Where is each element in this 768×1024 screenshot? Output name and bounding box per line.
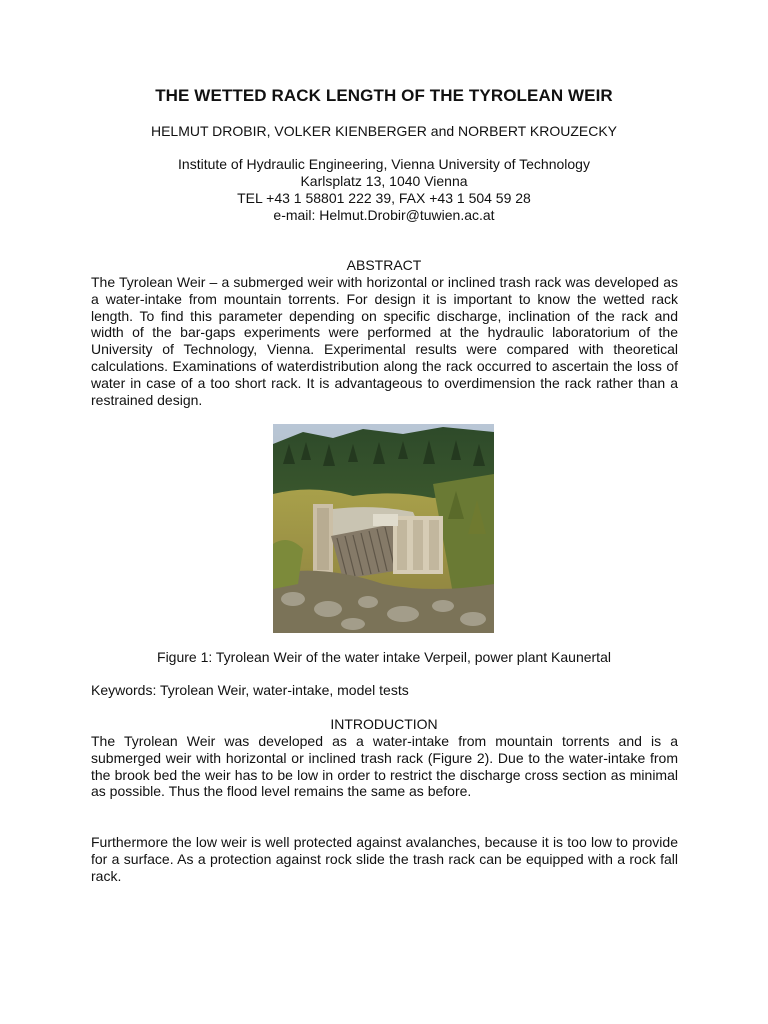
weir-photo [273, 424, 494, 633]
introduction-heading: INTRODUCTION [330, 716, 438, 732]
affiliation-email: e-mail: Helmut.Drobir@tuwien.ac.at [273, 207, 495, 223]
author-list: HELMUT DROBIR, VOLKER KIENBERGER and NORBERT KROUZECKY [150, 123, 617, 139]
abstract-text: The Tyrolean Weir – a submerged weir with horizontal or inclined trash rack was developed as a water-intake from mountain torrents. For design it is important to know the wetted rack length. To find this parameter depending on specific discharge, inclination of the rack and width of the bar-gaps experiments were performed at the hydraulic laboratorium of the University of Technology, Vienna. Experimental results were compared with theoretical calculations. Examinations of waterdistribution along the rack occurred to ascertain the loss of water in case of a too short rack. It is advantageous to overdimension the rack rather than a restrained design. [91, 274, 678, 408]
introduction-paragraph-1: The Tyrolean Weir was developed as a water-intake from mountain torrents and is a submerged weir with horizontal or inclined trash rack (Figure 2). Due to the water-intake from the brook bed the weir has to be low in order to restrict the discharge cross section as minimal as possible. Thus the flood level remains the same as before. [91, 733, 678, 800]
affiliation-phone-fax: TEL +43 1 58801 222 39, FAX +43 1 504 59 28 [237, 190, 531, 206]
abstract-heading: ABSTRACT [346, 257, 422, 273]
affiliation-institute: Institute of Hydraulic Engineering, Vienna University of Technology [178, 156, 590, 172]
introduction-paragraph-2: Furthermore the low weir is well protected against avalanches, because it is too low to provide for a surface. As a protection against rock slide the trash rack can be equipped with a rock fall rack. [91, 834, 678, 884]
keywords-line: Keywords: Tyrolean Weir, water-intake, model tests [91, 682, 409, 698]
affiliation-address: Karlsplatz 13, 1040 Vienna [300, 173, 468, 189]
paper-title: THE WETTED RACK LENGTH OF THE TYROLEAN WEIR [155, 86, 613, 105]
affiliation-block [0, 156, 768, 224]
figure-caption: Figure 1: Tyrolean Weir of the water intake Verpeil, power plant Kaunertal [157, 649, 611, 665]
